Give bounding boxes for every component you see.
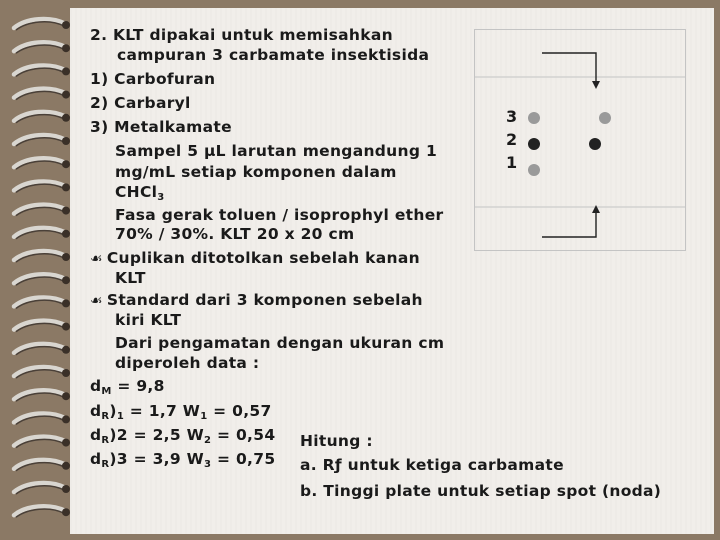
problem-title-cont: campuran 3 carbamate insektisida xyxy=(117,46,430,64)
r2-widx: 2 xyxy=(204,435,212,446)
solvent-subscript: 3 xyxy=(157,192,165,203)
dm-sub: M xyxy=(101,386,112,397)
solvent-formula: CHCl xyxy=(115,183,158,201)
plate-label-3: 3 xyxy=(506,107,518,126)
binding-hole xyxy=(62,346,70,354)
binding-hole xyxy=(62,439,70,447)
r1-idx: 1 xyxy=(116,411,125,422)
hitung-b: b. Tinggi plate untuk setiap spot (noda) xyxy=(300,482,662,500)
origin-arrow xyxy=(542,209,596,237)
binding-hole xyxy=(62,253,70,261)
binding-hole xyxy=(62,137,70,145)
sample-line: Sampel 5 µL larutan mengandung 1 xyxy=(115,142,438,160)
spiral-binding xyxy=(0,0,80,540)
data-r2 xyxy=(90,425,275,445)
component-1: 1) Carbofuran xyxy=(90,70,216,88)
binding-hole xyxy=(62,369,70,377)
spot-standard-1 xyxy=(528,164,540,176)
r2-label: d xyxy=(90,426,102,444)
spot-sample-middle xyxy=(589,138,601,150)
bullet-sample-cont: KLT xyxy=(115,269,146,287)
binding-hole xyxy=(62,508,70,516)
r3-widx: 3 xyxy=(204,459,212,470)
r3-value: )3 = 3,9 W xyxy=(109,450,205,468)
r3-wval: = 0,75 xyxy=(211,450,276,468)
bullet-sample xyxy=(90,248,420,269)
binding-hole xyxy=(62,276,70,284)
binding-hole xyxy=(62,392,70,400)
hitung-a: a. Rƒ untuk ketiga carbamate xyxy=(300,456,564,474)
r2-sub: R xyxy=(101,435,110,446)
binding-hole xyxy=(62,462,70,470)
bullet-standard xyxy=(90,290,423,311)
observation-line: Dari pengamatan dengan ukuran cm xyxy=(115,334,445,352)
fleuron-bullet-icon: ☙ xyxy=(90,251,103,267)
solvent-front-arrow xyxy=(542,53,596,85)
spot-standard-3 xyxy=(528,112,540,124)
bullet-standard-text: Standard dari 3 komponen sebelah xyxy=(106,291,423,309)
binding-hole xyxy=(62,114,70,122)
solvent-line xyxy=(115,182,165,202)
binding-hole xyxy=(62,44,70,52)
component-3: 3) Metalkamate xyxy=(90,118,232,136)
binding-hole xyxy=(62,415,70,423)
r3-sub: R xyxy=(101,459,110,470)
binding-hole xyxy=(62,183,70,191)
data-r3 xyxy=(90,449,275,469)
binding-hole xyxy=(62,21,70,29)
observation-line-2: diperoleh data : xyxy=(115,354,260,372)
arrow-head-up-icon xyxy=(592,205,600,213)
binding-hole xyxy=(62,230,70,238)
data-dm xyxy=(90,376,165,396)
r2-wval: = 0,54 xyxy=(211,426,276,444)
data-r1 xyxy=(90,401,272,421)
dm-value: = 9,8 xyxy=(111,377,165,395)
binding-hole xyxy=(62,67,70,75)
binding-hole xyxy=(62,207,70,215)
r1-close: ) xyxy=(109,402,117,420)
dm-label: d xyxy=(90,377,102,395)
r3-label: d xyxy=(90,450,102,468)
plate-label-2: 2 xyxy=(506,130,518,149)
binding-hole xyxy=(62,299,70,307)
mobile-phase-line: Fasa gerak toluen / isoprophyl ether xyxy=(115,206,444,224)
hitung-title: Hitung : xyxy=(300,432,373,450)
r1-label: d xyxy=(90,402,102,420)
plate-label-1: 1 xyxy=(506,153,518,172)
r1-sub: R xyxy=(101,411,110,422)
binding-hole xyxy=(62,485,70,493)
sample-line-2: mg/mL setiap komponen dalam xyxy=(115,163,397,181)
spot-sample-top xyxy=(599,112,611,124)
problem-title: 2. KLT dipakai untuk memisahkan xyxy=(90,26,393,44)
r2-value: )2 = 2,5 W xyxy=(109,426,205,444)
mobile-phase-ratio: 70% / 30%. KLT 20 x 20 cm xyxy=(115,225,355,243)
binding-hole xyxy=(62,91,70,99)
binding-hole xyxy=(62,323,70,331)
binding-hole xyxy=(62,160,70,168)
bullet-sample-text: Cuplikan ditotolkan sebelah kanan xyxy=(106,249,420,267)
fleuron-bullet-icon: ☙ xyxy=(90,293,103,309)
arrow-head-down-icon xyxy=(592,81,600,89)
r1-wval: = 0,57 xyxy=(207,402,272,420)
r1-value: = 1,7 W xyxy=(124,402,201,420)
spot-standard-2 xyxy=(528,138,540,150)
r1-widx: 1 xyxy=(200,411,208,422)
bullet-standard-cont: kiri KLT xyxy=(115,311,182,329)
component-2: 2) Carbaryl xyxy=(90,94,191,112)
